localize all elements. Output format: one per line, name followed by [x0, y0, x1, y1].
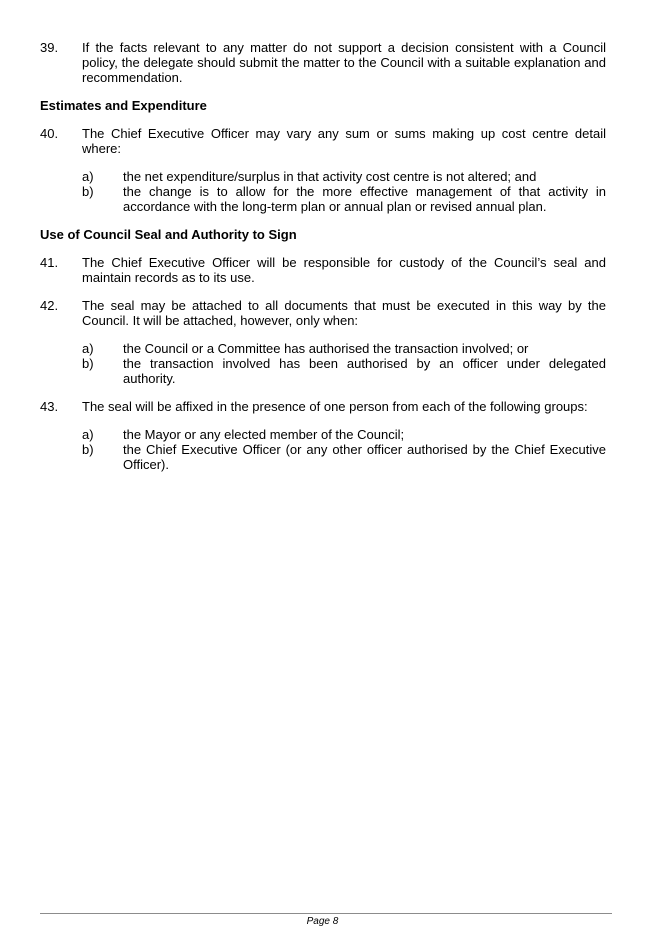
paragraph-39 — [40, 40, 606, 85]
sub-item-letter: b) — [82, 184, 94, 199]
paragraph-text: The Chief Executive Officer will be responsible for custody of the Council’s seal and maintain records as to its use. — [82, 255, 606, 285]
paragraph-number: 40. — [40, 126, 59, 141]
sub-list-40 — [82, 169, 606, 214]
paragraph-number: 41. — [40, 255, 59, 270]
sub-item-text: the transaction involved has been authorised by an officer under delegated authority. — [123, 356, 606, 386]
paragraph-number: 39. — [40, 40, 59, 55]
sub-item-letter: a) — [82, 169, 94, 184]
section-heading-seal: Use of Council Seal and Authority to Sign — [40, 227, 297, 242]
paragraph-number: 42. — [40, 298, 59, 313]
sub-item — [82, 184, 606, 214]
sub-item — [82, 341, 606, 356]
sub-item-letter: b) — [82, 356, 94, 371]
sub-item-letter: b) — [82, 442, 94, 457]
section-heading-estimates: Estimates and Expenditure — [40, 98, 207, 113]
sub-item-text: the net expenditure/surplus in that activity cost centre is not altered; and — [123, 169, 537, 184]
paragraph-43 — [40, 399, 606, 414]
paragraph-text: If the facts relevant to any matter do not support a decision consistent with a Council policy, the delegate should submit the matter to the Council with a suitable explanation and recommendation. — [82, 40, 606, 85]
page-number: Page 8 — [306, 916, 339, 927]
paragraph-42 — [40, 298, 606, 328]
paragraph-40 — [40, 126, 606, 156]
sub-item-letter: a) — [82, 341, 94, 356]
sub-item — [82, 442, 606, 472]
sub-item-text: the Mayor or any elected member of the Council; — [123, 427, 405, 442]
paragraph-text: The seal may be attached to all documents that must be executed in this way by the Council. It will be attached, however, only when: — [82, 298, 606, 328]
sub-item-text: the Chief Executive Officer (or any other officer authorised by the Chief Executive Officer). — [123, 442, 606, 472]
sub-item-text: the change is to allow for the more effective management of that activity in accordance with the long-term plan or annual plan or revised annual plan. — [123, 184, 606, 214]
sub-list-42 — [82, 341, 606, 386]
sub-item — [82, 356, 606, 386]
sub-list-43 — [82, 427, 606, 472]
paragraph-number: 43. — [40, 399, 59, 414]
paragraph-text: The Chief Executive Officer may vary any sum or sums making up cost centre detail where: — [82, 126, 606, 156]
paragraph-41 — [40, 255, 606, 285]
sub-item — [82, 427, 606, 442]
sub-item-text: the Council or a Committee has authorised the transaction involved; or — [123, 341, 529, 356]
sub-item-letter: a) — [82, 427, 94, 442]
document-page — [40, 40, 606, 485]
footer-divider — [40, 913, 612, 914]
paragraph-text: The seal will be affixed in the presence of one person from each of the following groups: — [82, 399, 588, 414]
sub-item — [82, 169, 606, 184]
